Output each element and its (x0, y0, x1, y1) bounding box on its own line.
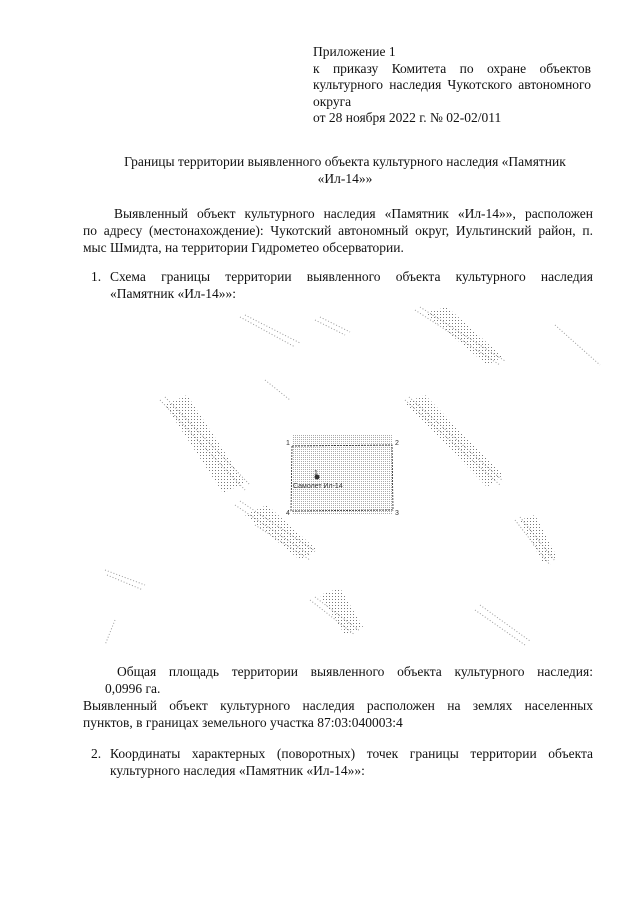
document-title (100, 153, 590, 187)
land-paragraph (83, 697, 593, 731)
list-item-line: «Памятник «Ил-14»»: (110, 286, 237, 301)
title-line: Границы территории выявленного объекта культурного наследия «Памятник (124, 154, 566, 169)
object-label: Самолет Ил-14 (293, 483, 343, 490)
intro-line: мыс Шмидта, на территории Гидрометео обсерватории. (83, 240, 404, 255)
boundary-point-2: 2 (395, 440, 399, 447)
area-value: 0,0996 га. (105, 681, 161, 696)
title-line: «Ил-14»» (317, 171, 373, 186)
list-item-line: культурного наследия «Памятник «Ил-14»»: (110, 763, 365, 778)
appendix-order-line: культурного наследия Чукотского автономного (313, 77, 591, 92)
area-paragraph (105, 663, 593, 697)
intro-paragraph (83, 205, 593, 256)
list-number: 2. (91, 746, 102, 761)
list-item-line: Координаты характерных (поворотных) точек границы территории объекта (110, 746, 593, 761)
appendix-date: от 28 ноября 2022 г. № 02-02/011 (313, 110, 502, 125)
list-number: 1. (91, 269, 102, 284)
intro-line: Выявленный объект культурного наследия «Памятник «Ил-14»», расположен (114, 206, 593, 221)
appendix-order-line: к приказу Комитета по охране объектов (313, 60, 591, 76)
boundary-scheme-map (95, 305, 605, 650)
intro-line: по адресу (местонахождение): Чукотский автономный округ, Иультинский район, п. (83, 223, 593, 238)
appendix-header (313, 44, 591, 127)
land-line: пунктов, в границах земельного участка 87:03:040003:4 (83, 715, 403, 730)
list-item-scheme (91, 268, 593, 302)
area-line: Общая площадь территории выявленного объекта культурного наследия: (117, 664, 593, 679)
boundary-point-4: 4 (286, 510, 290, 517)
boundary-point-1: 1 (286, 440, 290, 447)
map-building-blocks (165, 307, 557, 635)
list-item-line: Схема границы территории выявленного объекта культурного наследия (110, 269, 593, 284)
appendix-title: Приложение 1 (313, 44, 396, 59)
list-item-coordinates (91, 745, 593, 779)
object-number: 1 (314, 470, 318, 477)
boundary-point-3: 3 (395, 510, 399, 517)
appendix-order-line: округа (313, 93, 352, 109)
land-line: Выявленный объект культурного наследия расположен на землях населенных (83, 698, 593, 713)
